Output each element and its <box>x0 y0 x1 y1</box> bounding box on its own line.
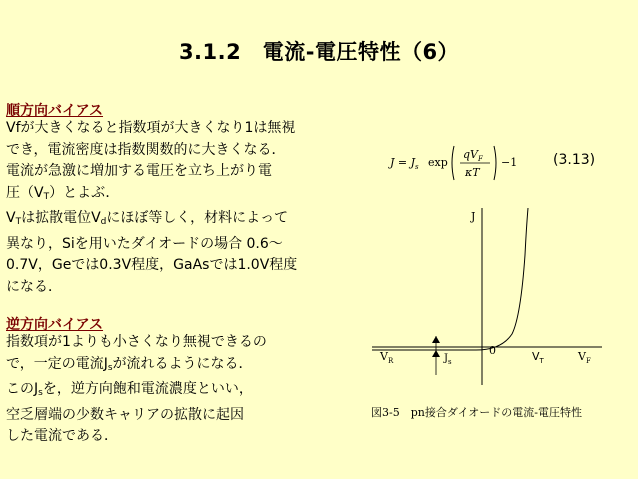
forward-line-6: 異なり，Siを用いたダイオードの場合 0.6～ <box>6 235 283 252</box>
forward-line-5: $V_T$は拡散電位$V_d$にほぼ等しく，材料によって <box>6 210 289 227</box>
reverse-line-1: 指数項が1よりも小さくなり無視できるの <box>6 334 267 350</box>
reverse-line-2: で，一定の電流$J_s$が流れるようになる． <box>6 355 253 373</box>
reverse-line-3: この$J_s$を，逆方向飽和電流濃度といい， <box>6 381 253 398</box>
vf-label: $V_F$ <box>578 350 591 365</box>
forward-bias-text <box>6 118 368 298</box>
iv-curve-figure <box>372 200 612 395</box>
origin-label: 0 <box>489 344 496 357</box>
reverse-line-4: 空乏層端の少数キャリアの拡散に起因 <box>6 406 244 423</box>
eq-right-paren <box>494 146 496 180</box>
reverse-line-5: した電流である． <box>6 428 118 444</box>
equation-number: (3.13) <box>553 152 596 168</box>
diode-equation <box>388 142 538 184</box>
forward-line-2: でき，電流密度は指数関数的に大きくなる． <box>6 141 286 158</box>
js-arrow-up <box>432 336 440 343</box>
figure-caption: 図3-5 pn接合ダイオードの電流-電圧特性 <box>371 406 583 419</box>
forward-line-4: 圧$(V_T)$とよぶ． <box>6 184 120 202</box>
eq-exp: exp <box>428 156 448 169</box>
reverse-bias-heading: 逆方向バイアス <box>6 317 104 333</box>
js-arrow-down <box>432 350 440 357</box>
iv-curve <box>372 208 528 350</box>
slide-title: 3.1.2 電流-電圧特性（6） <box>178 40 460 64</box>
js-label: $J_s$ <box>444 353 452 366</box>
vt-label: $V_T$ <box>532 350 544 365</box>
reverse-bias-text <box>6 332 368 448</box>
eq-denominator: κT <box>465 166 480 179</box>
forward-line-1: Vfが大きくなると指数項が大きくなり1は無視 <box>6 120 296 136</box>
forward-line-8: になる． <box>6 278 62 295</box>
eq-numerator: $qV_F$ <box>463 148 483 163</box>
forward-bias-heading: 順方向バイアス <box>6 103 104 119</box>
eq-left-paren <box>452 146 454 180</box>
y-axis-label: J <box>471 210 476 223</box>
vr-label: $V_R$ <box>380 350 394 365</box>
eq-tail: −1 <box>501 156 518 169</box>
forward-line-7: 0.7V，Geでは0.3V程度，GaAsでは1.0V程度 <box>6 257 298 273</box>
forward-line-3: 電流が急激に増加する電圧を立ち上がり電 <box>6 163 272 179</box>
eq-lhs: $J = J_s$ <box>390 156 419 171</box>
